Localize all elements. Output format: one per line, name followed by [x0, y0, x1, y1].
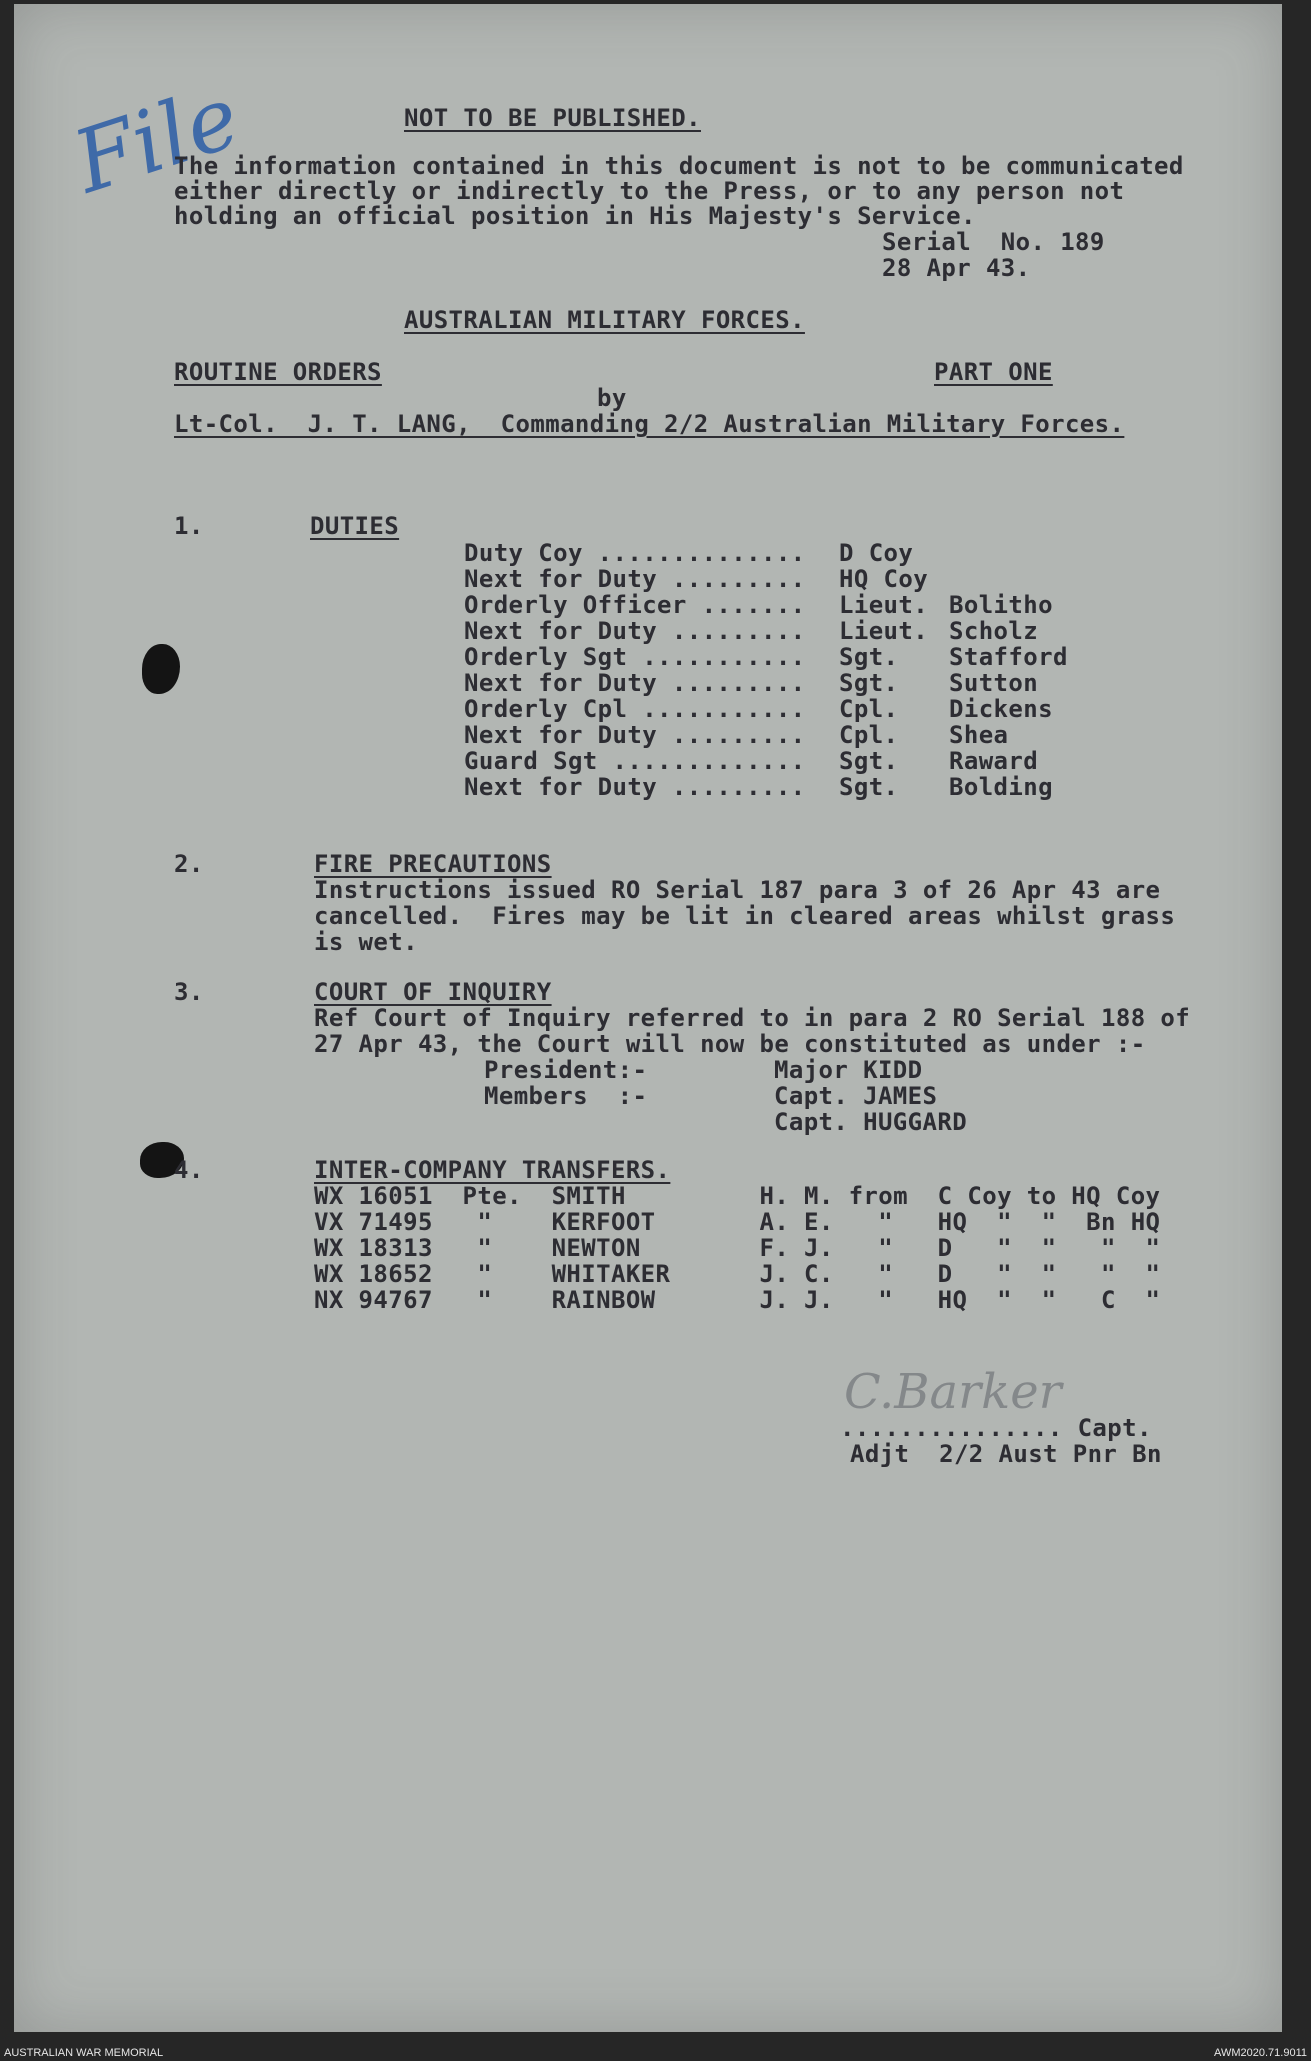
transfer-row: NX 94767 " RAINBOW J. J. " HQ " " C "	[314, 1286, 1161, 1314]
duty-name: Scholz	[949, 617, 1039, 645]
section-number: 2.	[174, 850, 204, 878]
duty-rank: Sgt.	[839, 773, 899, 801]
transfer-row: WX 18652 " WHITAKER J. C. " D " " " "	[314, 1260, 1161, 1288]
duty-role: Orderly Officer .......	[464, 591, 806, 619]
document-title: AUSTRALIAN MILITARY FORCES.	[404, 306, 805, 334]
handwritten-signature: C.Barker	[844, 1364, 1062, 1420]
transfer-row: VX 71495 " KERFOOT A. E. " HQ " " Bn HQ	[314, 1208, 1161, 1236]
duty-rank: Cpl.	[839, 721, 899, 749]
duty-name: Raward	[949, 747, 1039, 775]
fire-text-line: cancelled. Fires may be lit in cleared areas whilst grass	[314, 902, 1176, 930]
transfers-heading: INTER-COMPANY TRANSFERS.	[314, 1156, 671, 1184]
members-label: Members :-	[484, 1082, 648, 1110]
notice-line-3: holding an official position in His Majesty's Service.	[174, 202, 976, 230]
not-to-be-published-heading: NOT TO BE PUBLISHED.	[404, 104, 701, 132]
duty-name: Sutton	[949, 669, 1039, 697]
duty-role: Next for Duty .........	[464, 565, 806, 593]
duty-rank: Sgt.	[839, 747, 899, 775]
adjutant-title: Adjt 2/2 Aust Pnr Bn	[850, 1440, 1162, 1468]
member-name: Capt. HUGGARD	[774, 1108, 968, 1136]
duty-name: Stafford	[949, 643, 1068, 671]
duty-rank: HQ Coy	[839, 565, 929, 593]
duty-role: Next for Duty .........	[464, 773, 806, 801]
notice-line-1: The information contained in this document is not to be communicated	[174, 152, 1184, 180]
routine-orders-heading: ROUTINE ORDERS	[174, 358, 382, 386]
duty-role: Next for Duty .........	[464, 669, 806, 697]
part-heading: PART ONE	[934, 358, 1053, 386]
duty-rank: D Coy	[839, 539, 914, 567]
fire-text-line: is wet.	[314, 928, 418, 956]
duty-role: Duty Coy ..............	[464, 539, 806, 567]
duty-role: Next for Duty .........	[464, 721, 806, 749]
inquiry-text-line: Ref Court of Inquiry referred to in para 2 RO Serial 188 of	[314, 1004, 1191, 1032]
fire-precautions-heading: FIRE PRECAUTIONS	[314, 850, 552, 878]
footer-credit: AUSTRALIAN WAR MEMORIAL	[4, 2047, 164, 2059]
duty-role: Orderly Sgt ...........	[464, 643, 806, 671]
signature-line: ............... Capt.	[840, 1414, 1152, 1442]
duty-name: Dickens	[949, 695, 1053, 723]
duties-heading: DUTIES	[310, 512, 400, 540]
president-label: President:-	[484, 1056, 648, 1084]
section-number: 4.	[174, 1156, 204, 1184]
document-page	[14, 4, 1282, 2032]
transfer-row: WX 18313 " NEWTON F. J. " D " " " "	[314, 1234, 1161, 1262]
court-of-inquiry-heading: COURT OF INQUIRY	[314, 978, 552, 1006]
footer-accession-number: AWM2020.71.9011	[1214, 2047, 1307, 2059]
duty-rank: Sgt.	[839, 669, 899, 697]
commander-line: Lt-Col. J. T. LANG, Commanding 2/2 Australian Military Forces.	[174, 410, 1125, 438]
by-label: by	[597, 384, 627, 412]
duty-role: Orderly Cpl ...........	[464, 695, 806, 723]
notice-line-2: either directly or indirectly to the Press, or to any person not	[174, 177, 1125, 205]
section-number: 1.	[174, 512, 204, 540]
duty-name: Shea	[949, 721, 1009, 749]
duty-name: Bolitho	[949, 591, 1053, 619]
fire-text-line: Instructions issued RO Serial 187 para 3 of 26 Apr 43 are	[314, 876, 1161, 904]
transfer-row: WX 16051 Pte. SMITH H. M. from C Coy to HQ Coy	[314, 1182, 1161, 1210]
duty-rank: Lieut.	[839, 591, 929, 619]
section-number: 3.	[174, 978, 204, 1006]
duty-rank: Sgt.	[839, 643, 899, 671]
member-name: Capt. JAMES	[774, 1082, 938, 1110]
punch-hole	[142, 644, 180, 694]
duty-rank: Cpl.	[839, 695, 899, 723]
duty-rank: Lieut.	[839, 617, 929, 645]
duty-name: Bolding	[949, 773, 1053, 801]
duty-role: Next for Duty .........	[464, 617, 806, 645]
document-date: 28 Apr 43.	[882, 254, 1031, 282]
serial-number: Serial No. 189	[882, 228, 1105, 256]
handwritten-file-note: File	[62, 66, 251, 214]
duty-role: Guard Sgt .............	[464, 747, 806, 775]
president-name: Major KIDD	[774, 1056, 923, 1084]
inquiry-text-line: 27 Apr 43, the Court will now be constituted as under :-	[314, 1030, 1146, 1058]
